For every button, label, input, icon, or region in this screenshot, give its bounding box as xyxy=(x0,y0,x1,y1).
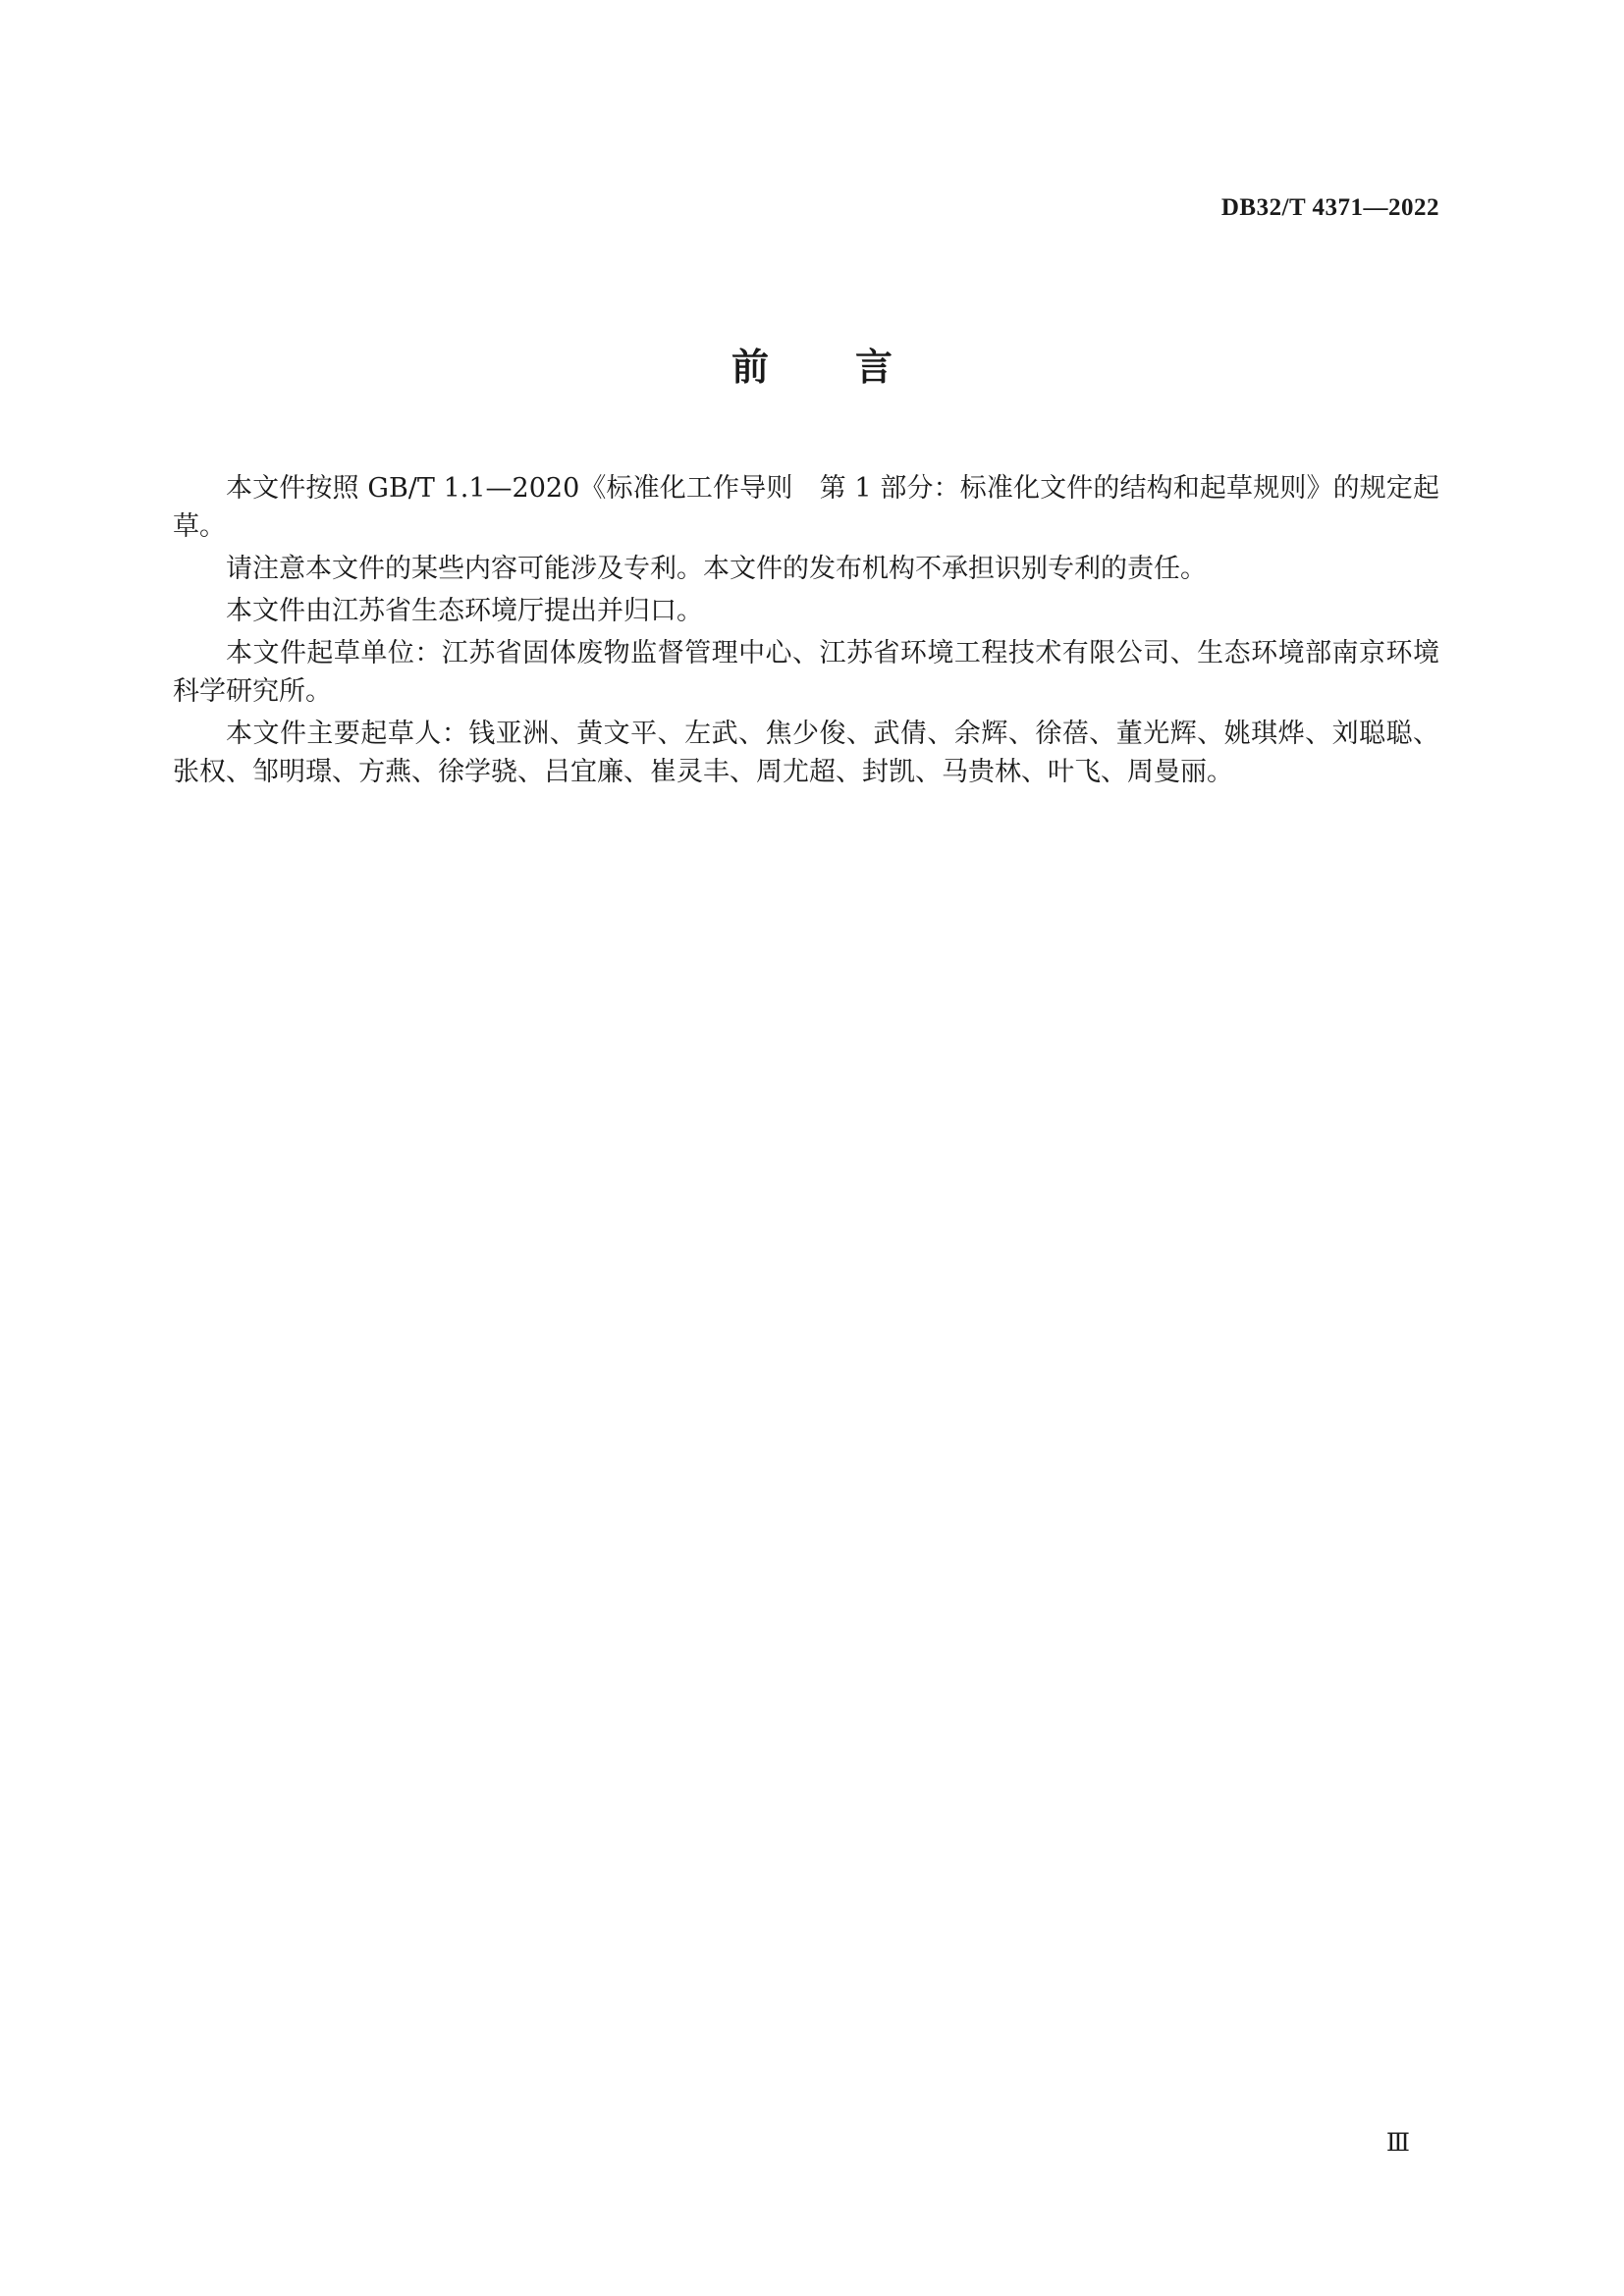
paragraph-patent-notice: 请注意本文件的某些内容可能涉及专利。本文件的发布机构不承担识别专利的责任。 xyxy=(226,554,1207,584)
paragraph-proposer: 本文件由江苏省生态环境厅提出并归口。 xyxy=(226,596,703,626)
foreword-body xyxy=(173,469,1439,795)
paragraph-drafting-rules: 本文件按照 GB/T 1.1—2020《标准化工作导则 第 1 部分：标准化文件的结构和起草规则》的规定起草。 xyxy=(173,473,1439,542)
document-code: DB32/T 4371—2022 xyxy=(1220,194,1439,221)
paragraph-drafting-units: 本文件起草单位：江苏省固体废物监督管理中心、江苏省环境工程技术有限公司、生态环境部南京环境科学研究所。 xyxy=(173,638,1439,707)
paragraph-drafters: 本文件主要起草人：钱亚洲、黄文平、左武、焦少俊、武倩、余辉、徐蓓、董光辉、姚琪烨、刘聪聪、张权、邹明璟、方燕、徐学骁、吕宜廉、崔灵丰、周尤超、封凯、马贵林、叶飞、周曼丽。 xyxy=(173,719,1439,787)
page-number: Ⅲ xyxy=(1385,2130,1410,2157)
page-title: 前言 xyxy=(731,346,979,389)
